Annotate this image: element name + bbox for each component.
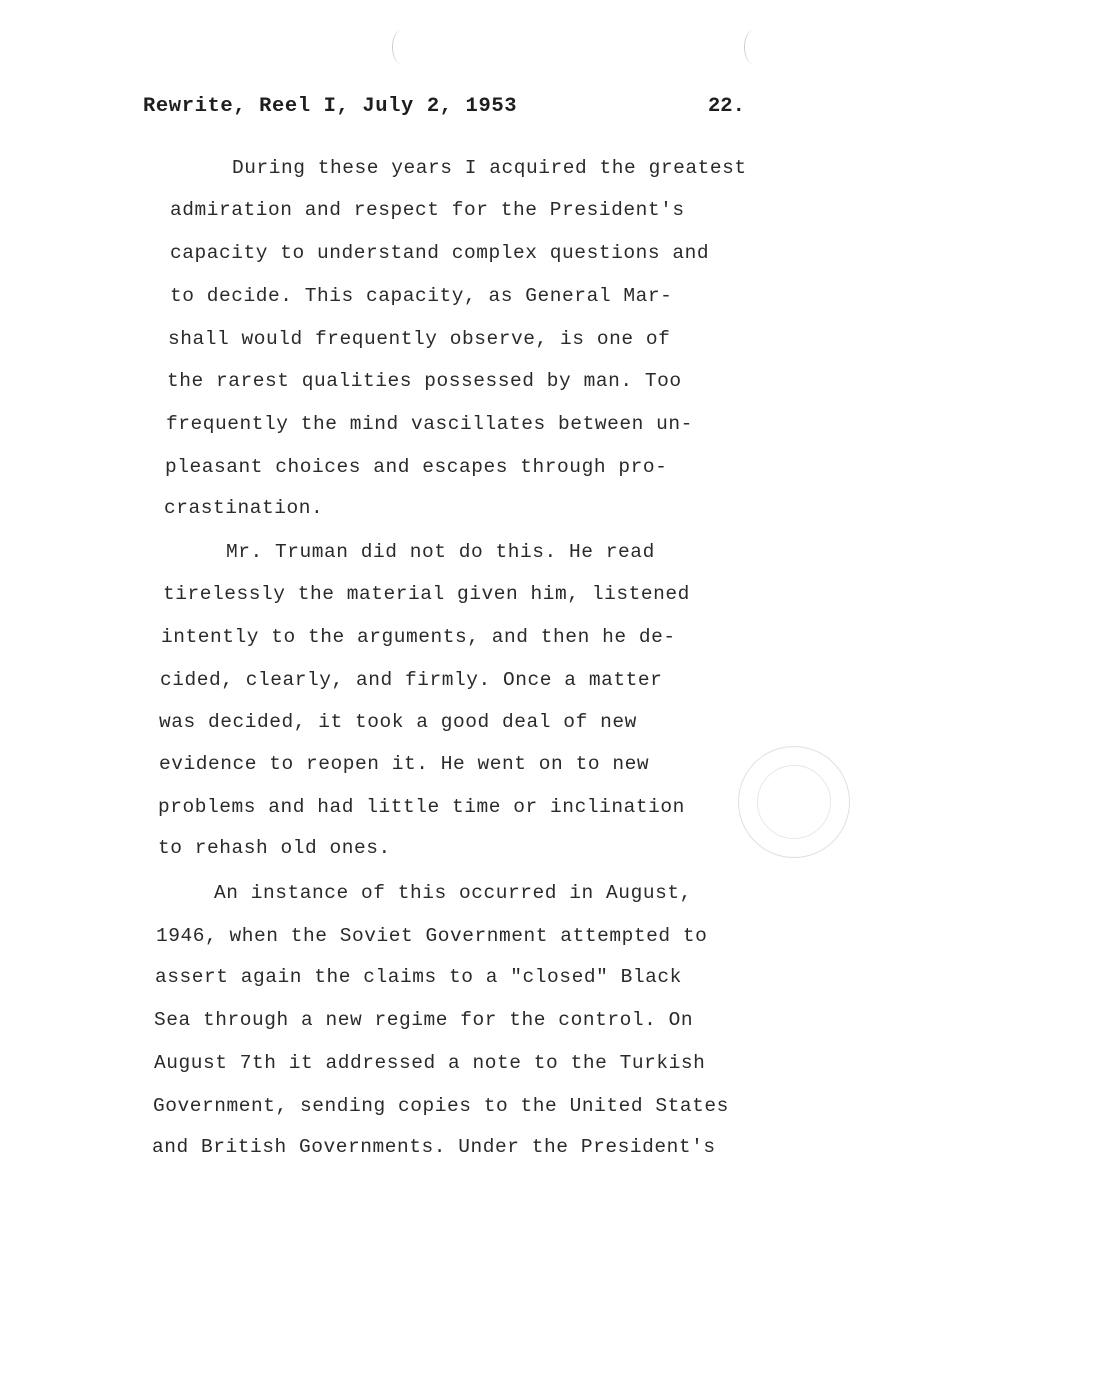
text-line: assert again the claims to a "closed" Black	[155, 966, 682, 988]
archive-stamp-inner-ring	[757, 765, 831, 839]
text-line: problems and had little time or inclination	[158, 796, 685, 818]
text-line: August 7th it addressed a note to the Turkish	[154, 1052, 706, 1074]
text-line: shall would frequently observe, is one of	[168, 328, 671, 350]
text-line: to decide. This capacity, as General Mar-	[170, 285, 673, 307]
text-line: admiration and respect for the President's	[170, 199, 685, 221]
punch-hole-mark-left	[392, 30, 411, 64]
page-number: 22.	[708, 95, 745, 118]
text-line: and British Governments. Under the President's	[152, 1136, 716, 1158]
text-line: frequently the mind vascillates between un-	[166, 413, 693, 435]
text-line: An instance of this occurred in August,	[214, 882, 692, 904]
text-line: the rarest qualities possessed by man. Too	[167, 370, 682, 392]
text-line: capacity to understand complex questions and	[170, 242, 710, 264]
text-line: to rehash old ones.	[158, 837, 391, 859]
text-line: 1946, when the Soviet Government attempted to	[156, 925, 708, 947]
text-line: During these years I acquired the greatest	[232, 157, 747, 179]
text-line: tirelessly the material given him, listened	[163, 583, 690, 605]
text-line: Mr. Truman did not do this. He read	[226, 541, 655, 563]
text-line: Government, sending copies to the United States	[153, 1095, 729, 1117]
document-title: Rewrite, Reel I, July 2, 1953	[143, 95, 518, 118]
text-line: evidence to reopen it. He went on to new	[159, 753, 650, 775]
text-line: crastination.	[164, 497, 324, 519]
text-line: was decided, it took a good deal of new	[159, 711, 637, 733]
text-line: pleasant choices and escapes through pro-	[165, 456, 668, 478]
text-line: Sea through a new regime for the control. On	[154, 1009, 694, 1031]
text-line: cided, clearly, and firmly. Once a matter	[160, 669, 663, 691]
punch-hole-mark-right	[744, 30, 763, 64]
text-line: intently to the arguments, and then he de-	[161, 626, 676, 648]
archive-stamp-icon	[738, 746, 850, 858]
